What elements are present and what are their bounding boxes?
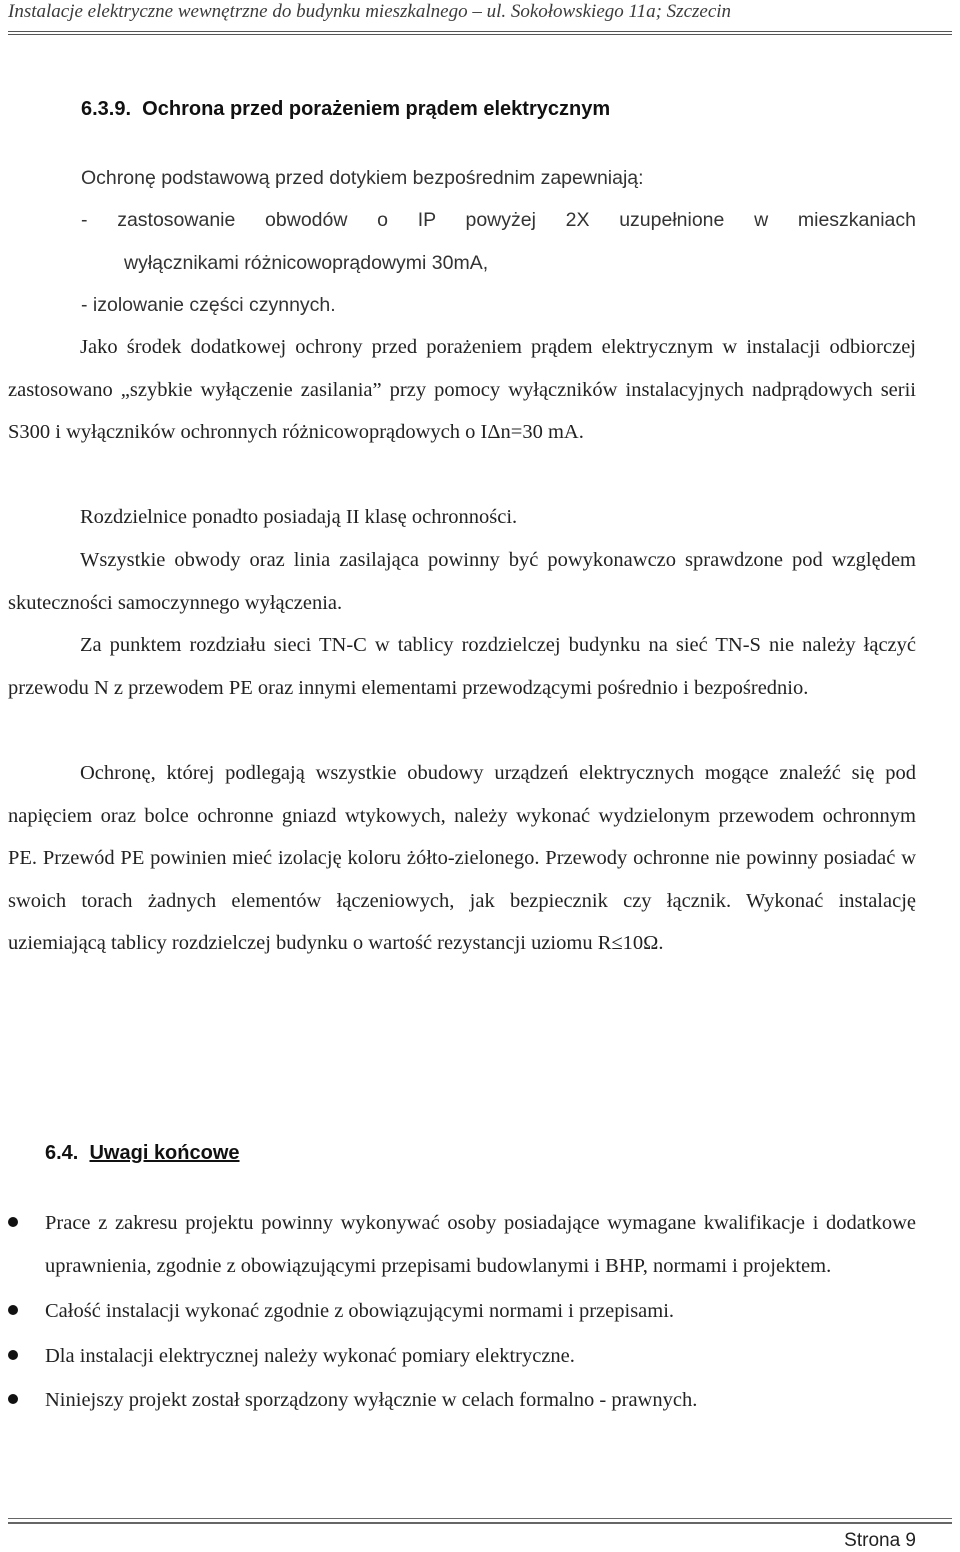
list-item-text: Dla instalacji elektrycznej należy wykonać pomiary elektryczne. [45, 1344, 575, 1367]
page-header: Instalacje elektryczne wewnętrzne do budynku mieszkalnego – ul. Sokołowskiego 11a; Szczecin [8, 1, 732, 22]
list-item [8, 1379, 916, 1422]
section-number: 6.4. [45, 1142, 79, 1164]
paragraph-text: Ochronę, której podlegają wszystkie obudowy urządzeń elektrycznych mogące znaleźć się pod napięciem oraz bolce ochronne gniazd wtykowych, należy wykonać wydzielonym przewodem ochronnym PE. Przewód PE powinien mieć izolację koloru żółto-zielonego. Przewody ochronne nie powinny posiadać w swoich torach żadnych elementów łączeniowych, jak bezpiecznik czy łącznik. Wykonać instalację uziemiającą tablicy rozdzielczej budynku o wartość rezystancji uziomu R≤10Ω. [8, 762, 916, 954]
section-heading-64 [45, 1142, 240, 1165]
paragraph-verification [8, 539, 916, 624]
list-item-text: Niniejszy projekt został sporządzony wyłącznie w celach formalno - prawnych. [45, 1389, 698, 1411]
paragraph-text: Za punktem rozdziału sieci TN-C w tablicy rozdzielczej budynku na sieć TN-S nie należy łączyć przewodu N z przewodem PE oraz innymi elementami przewodzącymi pośrednio i bezpośrednio. [8, 634, 916, 699]
list-item [8, 1335, 916, 1378]
section-title: Uwagi końcowe [89, 1142, 240, 1164]
paragraph-text: Rozdzielnice ponadto posiadają II klasę ochronności. [80, 506, 518, 528]
intro-line: Ochronę podstawową przed dotykiem bezpośrednim zapewniają: [81, 167, 644, 189]
list-item [8, 1290, 916, 1333]
paragraph-switchgear-class [8, 496, 916, 539]
bullet-icon [8, 1394, 18, 1404]
footer-rule-thick [8, 1522, 952, 1524]
paragraph-additional-protection [8, 326, 916, 454]
list-item [8, 1202, 916, 1287]
list-item-text: Prace z zakresu projektu powinny wykonywać osoby posiadające wymagane kwalifikacje i dodatkowe uprawnienia, zgodnie z obowiązującymi przepisami budowlanymi i BHP, normami i projektem. [45, 1212, 916, 1277]
section-heading-639 [81, 98, 610, 121]
header-rule [8, 31, 952, 35]
final-remarks-list [8, 1202, 916, 1422]
page-number: Strona 9 [844, 1530, 916, 1551]
list-item-text: Całość instalacji wykonać zgodnie z obowiązującymi normami i przepisami. [45, 1300, 675, 1322]
list-item-2: - izolowanie części czynnych. [81, 294, 336, 316]
list-item-1-line-2: wyłącznikami różnicowoprądowymi 30mA, [124, 252, 489, 274]
footer-rule [8, 1518, 952, 1519]
bullet-icon [8, 1350, 18, 1360]
paragraph-text: Wszystkie obwody oraz linia zasilająca powinny być powykonawczo sprawdzone pod względem skuteczności samoczynnego wyłączenia. [8, 549, 916, 614]
bullet-icon [8, 1217, 18, 1227]
list-item-1-line-1: - zastosowanie obwodów o IP powyżej 2X uzupełnione w mieszkaniach [81, 209, 916, 231]
section-title: Ochrona przed porażeniem prądem elektrycznym [142, 98, 611, 120]
paragraph-tn-split [8, 624, 916, 709]
bullet-icon [8, 1305, 18, 1315]
paragraph-text: Jako środek dodatkowej ochrony przed porażeniem prądem elektrycznym w instalacji odbiorczej zastosowano „szybkie wyłączenie zasilania” przy pomocy wyłączników instalacyjnych nadprądowych serii S300 i wyłączników ochronnych różnicowoprądowych o IΔn=30 mA. [8, 336, 916, 443]
paragraph-pe-conductor [8, 752, 916, 965]
section-number: 6.3.9. [81, 98, 132, 120]
